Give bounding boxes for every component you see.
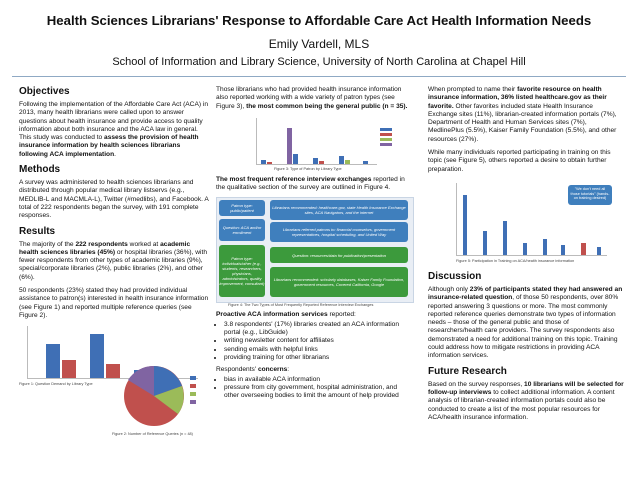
concerns-list xyxy=(216,376,412,401)
list-item: • writing newsletter content for affiliates xyxy=(224,337,412,345)
figure-3-legend xyxy=(380,128,406,152)
patron-intro xyxy=(216,86,412,111)
discussion-bold: 23% of participants stated they had answered an insurance-related question xyxy=(428,285,623,302)
figure-1-caption: Figure 1: Question Demand by Library Type xyxy=(19,382,93,387)
favorite-resources-text xyxy=(428,86,624,144)
flow-rec-2: Librarians recommended: scholarly databases, Kaiser Family Foundation, government resources, Covered California, Google xyxy=(270,267,408,297)
interview-heading: The most frequent reference interview exchanges xyxy=(216,175,372,183)
proactive-intro xyxy=(216,311,412,319)
interview-intro xyxy=(216,176,412,193)
poster-title: Health Sciences Librarians' Response to Affordable Care Act Health Information Needs xyxy=(46,13,592,28)
figure-2-pie xyxy=(112,358,210,430)
figure-3 xyxy=(216,116,412,174)
patron-intro-a: Those librarians who had provided health insurance information also reported working with a wide variety of patron types (see Figure 3), xyxy=(216,86,402,110)
results-a: The majority of the xyxy=(19,240,76,248)
legend-swatch xyxy=(380,133,392,136)
right-column xyxy=(428,86,624,427)
figure-3-bar xyxy=(287,128,292,164)
figure-3-bar xyxy=(319,161,324,164)
future-research-text xyxy=(428,381,624,422)
flow-patron-public: Patron type: public/patient xyxy=(219,200,265,216)
author-name: Emily Vardell, MLS xyxy=(268,37,370,51)
list-item: • sending emails with helpful links xyxy=(224,346,412,354)
results-text-1 xyxy=(19,241,209,282)
list-item: • providing training for other librarians xyxy=(224,354,412,362)
legend-swatch xyxy=(380,143,392,146)
discussion-c: , of those 50 respondents, over 80% reported answering 3 questions or more. The most commonly reported reference queries demonstrate two types of information needs – those of the general public and those of researchers/health care providers. The survey respondents also demonstrated a need for additional training on this topic. Training could address how to mitigate restrictions in providing ACA information services. xyxy=(428,294,619,360)
figure-3-bar xyxy=(293,154,298,164)
figure-2 xyxy=(112,358,210,440)
objectives-text-bold: assess the provision of health insurance information by health sciences librarians following ACA implementation xyxy=(19,134,199,158)
objectives-text xyxy=(19,101,209,159)
figure-3-bar xyxy=(313,158,318,164)
future-bold: 10 librarians will be selected for follow-up interviews xyxy=(428,380,624,396)
interview-text: reported in the qualitative section of the survey are outlined in Figure 4. xyxy=(216,175,405,192)
future-research-heading: Future Research xyxy=(428,365,507,377)
legend-swatch xyxy=(380,138,392,141)
header-divider xyxy=(12,76,626,77)
results-b: 222 respondents xyxy=(75,240,128,248)
favorite-bold: favorite resource on health insurance information, 36% listed healthcare.gov as their favorite. xyxy=(428,86,607,110)
concerns-lead: Respondents' xyxy=(216,366,258,374)
figure-5-bar xyxy=(523,243,527,255)
favorite-c: Other favorites included state Health Insurance Exchange sites (11%), librarian-created information portals (7%), Department of Health and Human Services sites (7%), MedlinePlus (5.5%), Kaiser Family Foundation (5.5%), and other resources (27%). xyxy=(428,102,617,143)
flow-rec-1: Librarians recommended: healthcare.gov, state Health Insurance Exchange sites, ACA Navigators, and the internet xyxy=(270,200,408,220)
figure-5-caption: Figure 5: Participation in Training on ACA/health insurance information xyxy=(456,258,575,263)
discussion-a: Although only xyxy=(428,285,470,293)
figure-3-bar xyxy=(261,160,266,164)
figure-4 xyxy=(216,197,412,309)
author-affiliation: School of Information and Library Science, University of North Carolina at Chapel Hill xyxy=(112,56,526,68)
list-item: • bias in available ACA information xyxy=(224,376,412,384)
patron-intro-bold: the most common being the general public (n = 35). xyxy=(246,102,408,110)
figure-5-bar xyxy=(503,221,507,255)
flow-rec-1b: Librarians referred patrons to: financial counselors, government representatives, hospital scheduling, and United Way xyxy=(270,222,408,242)
training-text: While many individuals reported participating in training on this topic (see Figure 5), others reported a desire to obtain further preparation. xyxy=(428,149,611,173)
figure-5-bar xyxy=(597,247,601,255)
proactive-tail: reported: xyxy=(327,311,356,319)
figure-3-bar xyxy=(345,160,350,164)
results-c: worked at xyxy=(127,240,161,248)
figure-5-bar xyxy=(543,239,547,255)
objectives-text-c: . xyxy=(114,150,116,158)
poster-header xyxy=(0,0,638,78)
figure-5-callout: "We don't need all those tutorials" (hands-on training desired) xyxy=(568,185,612,205)
figure-2-caption: Figure 2: Number of Reference Queries (n = 48) xyxy=(112,432,193,436)
middle-column xyxy=(216,86,412,404)
figure-5-bar xyxy=(463,195,467,255)
list-item: • 3.8 respondents' (17%) libraries created an ACA information portal (e.g., LibGuide) xyxy=(224,321,412,338)
flow-patron-individuals: Patron type: individuals/other (e.g., students, researchers, physicians, administrators, quality improvement, consultant) xyxy=(219,245,265,297)
legend-swatch xyxy=(380,128,392,131)
figure-3-bar xyxy=(267,162,272,164)
methods-text: A survey was administered to health sciences librarians and distributed through popular medical library listservs (e.g., MEDLIB-L and MACMLA-L), Twitter (#medlibs), and Facebook. A total of 222 respondents began the survey, with 191 complete responses. xyxy=(19,179,209,220)
figure-5-bar xyxy=(561,245,565,255)
figure-1-bar xyxy=(90,334,104,378)
results-heading: Results xyxy=(19,225,56,237)
methods-heading: Methods xyxy=(19,164,61,176)
proactive-heading: Proactive ACA information services xyxy=(216,311,328,319)
results-d: academic health sciences libraries (45%) xyxy=(19,240,191,256)
figure-3-caption: Figure 3: Type of Patron by Library Type xyxy=(274,166,342,171)
discussion-heading: Discussion xyxy=(428,270,482,282)
objectives-heading: Objectives xyxy=(19,86,70,97)
figure-3-bar xyxy=(339,156,344,164)
proactive-list xyxy=(216,321,412,362)
results-text-2: 50 respondents (23%) stated they had provided individual assistance to patron(s) interested in health insurance information (see Figure 1) and reported multiple reference queries (see Figure 2). xyxy=(19,287,209,319)
figure-4-caption: Figure 4: The Two Types of Most Frequently Reported Reference Interview Exchanges xyxy=(228,303,374,308)
figure-5 xyxy=(428,179,624,267)
discussion-text xyxy=(428,286,624,361)
objectives-text-a: Following the implementation of the Affordable Care Act (ACA) in 2013, many health librarians were called upon to answer questions about health insurance and provide access to quality information about both insurance and the ACA law in general. This study was conducted to xyxy=(19,101,208,142)
figure-1-bar xyxy=(46,344,60,378)
concerns-tail: : xyxy=(287,366,290,374)
left-column xyxy=(19,86,209,390)
figure-5-bar xyxy=(483,231,487,255)
future-a: Based on the survey responses, xyxy=(428,380,525,388)
concerns-intro xyxy=(216,366,412,374)
results-e: or hospital libraries (36%), with fewer respondents from other types of academic libraries (9%), special/corporate libraries (2%), public libraries (2%), and other (6%). xyxy=(19,248,208,281)
figure-5-bar xyxy=(581,243,586,255)
concerns-heading: concerns xyxy=(257,366,288,374)
favorite-a: When prompted to name their xyxy=(428,86,518,93)
figure-3-bar xyxy=(363,161,368,164)
future-c: to collect additional information. A content analysis of librarian-created information portals could also be conducted to create a list of the most popular resources for ACA/health insurance information. xyxy=(428,388,615,421)
flow-question-aca: Question: ACA and/or enrollment xyxy=(219,219,265,241)
figure-3-plot xyxy=(256,118,377,165)
flow-question-resources: Question: resources/data for publication/presentation xyxy=(270,247,408,263)
list-item: • pressure from city government, hospital administration, and other overseeing bodies to limit the amount of help provided xyxy=(224,384,412,401)
figure-1-bar xyxy=(62,360,76,378)
